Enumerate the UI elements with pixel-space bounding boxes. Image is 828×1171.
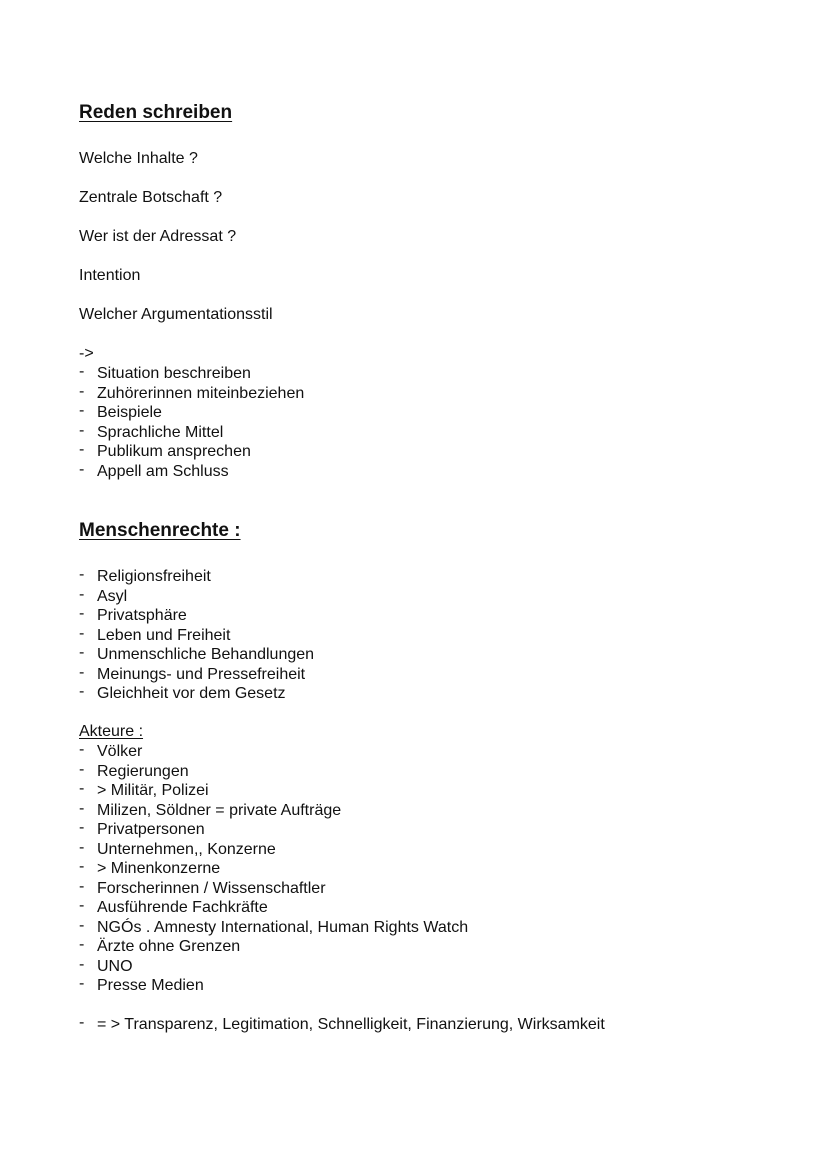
list-item xyxy=(79,840,468,860)
list-item xyxy=(79,976,468,996)
question-intention: Intention xyxy=(79,267,141,284)
list-item-text: Milizen, Söldner = private Aufträge xyxy=(97,801,342,819)
list-item-text: NGÓs . Amnesty International, Human Rights Watch xyxy=(97,918,469,936)
list-item-text: UNO xyxy=(97,957,133,975)
list-item xyxy=(79,462,304,482)
dash-bullet: - xyxy=(79,760,85,778)
list-item xyxy=(79,626,314,646)
list-item-text: Leben und Freiheit xyxy=(97,626,231,644)
list-item xyxy=(79,742,468,762)
list-item-text: Unmenschliche Behandlungen xyxy=(97,646,315,663)
dash-bullet: - xyxy=(79,605,85,622)
list-item xyxy=(79,879,468,899)
list-item xyxy=(79,859,468,879)
dash-bullet: - xyxy=(79,663,85,681)
list-item xyxy=(79,918,468,938)
section-title-menschenrechte: Menschenrechte : xyxy=(79,520,241,541)
dash-bullet: - xyxy=(79,585,85,603)
list-item xyxy=(79,1015,605,1035)
list-item xyxy=(79,403,304,423)
list-item xyxy=(79,781,468,801)
list-item-text: Beispiele xyxy=(97,404,162,421)
dash-bullet: - xyxy=(79,741,85,758)
list-item-text: Religionsfreiheit xyxy=(97,568,211,585)
question-argumentationsstil: Welcher Argumentationsstil xyxy=(79,306,273,323)
dash-bullet: - xyxy=(79,975,85,992)
list-item xyxy=(79,820,468,840)
dash-bullet: - xyxy=(79,780,85,797)
list-item-text: > Minenkonzerne xyxy=(97,860,221,877)
actors-label: Akteure : xyxy=(79,723,144,740)
dash-bullet: - xyxy=(79,382,85,400)
list-item xyxy=(79,567,314,587)
dash-bullet: - xyxy=(79,877,85,895)
speech-tips-list xyxy=(79,364,304,481)
conclusion-list xyxy=(79,1015,605,1035)
dash-bullet: - xyxy=(79,402,85,419)
list-item-text: Ausführende Fachkräfte xyxy=(97,899,268,916)
list-item xyxy=(79,423,304,443)
list-item-text: Meinungs- und Pressefreiheit xyxy=(97,665,306,683)
list-item-text: Appell am Schluss xyxy=(97,462,229,480)
dash-bullet: - xyxy=(79,799,85,817)
list-item-text: Asyl xyxy=(97,587,128,605)
question-inhalte: Welche Inhalte ? xyxy=(79,150,198,167)
list-item-text: Regierungen xyxy=(97,762,189,780)
dash-bullet: - xyxy=(79,644,85,661)
list-item xyxy=(79,384,304,404)
list-item-text: Völker xyxy=(97,743,143,760)
dash-bullet: - xyxy=(79,916,85,934)
list-item xyxy=(79,587,314,607)
human-rights-list xyxy=(79,567,314,704)
dash-bullet: - xyxy=(79,624,85,642)
dash-bullet: - xyxy=(79,897,85,914)
list-item-text: Publikum ansprechen xyxy=(97,443,251,460)
list-item xyxy=(79,898,468,918)
actors-list xyxy=(79,742,468,996)
list-item-text: Unternehmen,, Konzerne xyxy=(97,840,276,858)
dash-bullet: - xyxy=(79,363,85,380)
dash-bullet: - xyxy=(79,441,85,458)
list-item xyxy=(79,937,468,957)
dash-bullet: - xyxy=(79,683,85,700)
question-adressat: Wer ist der Adressat ? xyxy=(79,228,237,245)
list-item-text: Sprachliche Mittel xyxy=(97,423,224,441)
list-item xyxy=(79,684,314,704)
list-item-text: Privatsphäre xyxy=(97,607,187,624)
section-title-reden-schreiben: Reden schreiben xyxy=(79,102,233,123)
arrow-marker: -> xyxy=(79,345,94,362)
dash-bullet: - xyxy=(79,421,85,439)
list-item-text: Presse Medien xyxy=(97,977,204,994)
dash-bullet: - xyxy=(79,460,85,478)
question-botschaft: Zentrale Botschaft ? xyxy=(79,189,223,206)
conclusion-text: = > Transparenz, Legitimation, Schnelligkeit, Finanzierung, Wirksamkeit xyxy=(97,1016,605,1033)
dash-bullet: - xyxy=(79,955,85,973)
dash-bullet: - xyxy=(79,566,85,583)
list-item xyxy=(79,957,468,977)
list-item-text: Forscherinnen / Wissenschaftler xyxy=(97,879,326,897)
dash-bullet: - xyxy=(79,838,85,856)
dash-bullet: - xyxy=(79,819,85,836)
list-item xyxy=(79,645,314,665)
list-item-text: Zuhörerinnen miteinbeziehen xyxy=(97,384,305,402)
list-item-text: Privatpersonen xyxy=(97,821,205,838)
list-item xyxy=(79,762,468,782)
dash-bullet: - xyxy=(79,936,85,953)
dash-bullet: - xyxy=(79,1014,85,1031)
list-item-text: > Militär, Polizei xyxy=(97,782,209,799)
list-item-text: Gleichheit vor dem Gesetz xyxy=(97,685,286,702)
list-item xyxy=(79,442,304,462)
list-item xyxy=(79,606,314,626)
list-item xyxy=(79,364,304,384)
list-item-text: Ärzte ohne Grenzen xyxy=(97,938,241,955)
dash-bullet: - xyxy=(79,858,85,875)
list-item xyxy=(79,801,468,821)
list-item-text: Situation beschreiben xyxy=(97,365,251,382)
list-item xyxy=(79,665,314,685)
